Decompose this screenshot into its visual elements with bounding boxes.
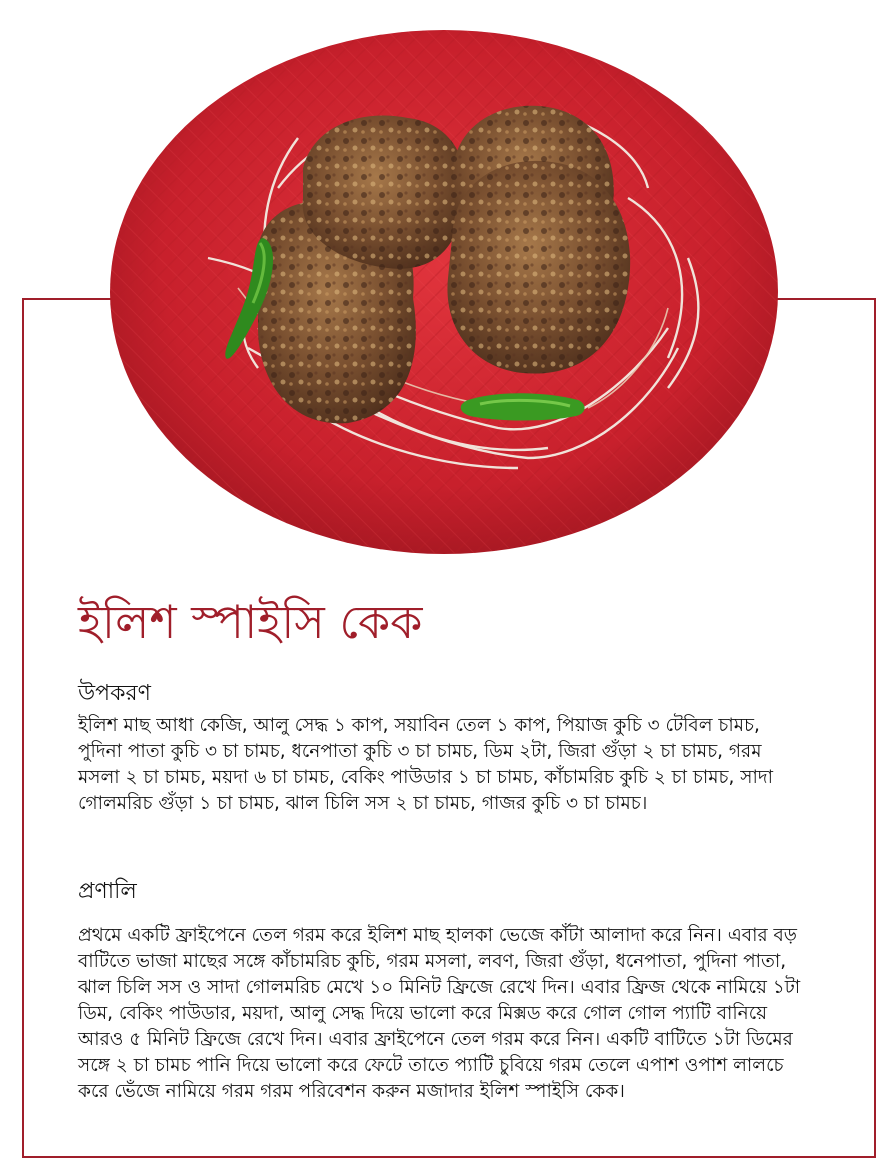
ingredients-text: ইলিশ মাছ আধা কেজি, আলু সেদ্ধ ১ কাপ, সয়াবিন তেল ১ কাপ, পিয়াজ কুচি ৩ টেবিল চামচ, পুদিনা পাতা কুচি ৩ চা চামচ, ধনেপাতা কুচি ৩ চা চামচ, ডিম ২টা, জিরা গুঁড়া ২ চা চামচ, গরম মসলা ২ চা চামচ, ময়দা ৬ চা চামচ, বেকিং পাউডার ১ চা চামচ, কাঁচামরিচ কুচি ২ চা চামচ, সাদা গোলমরিচ গুঁড়া ১ চা চামচ, ঝাল চিলি সস ২ চা চামচ, গাজর কুচি ৩ চা চামচ। [78, 715, 773, 814]
ingredients-heading: উপকরণ [78, 681, 151, 706]
recipe-title: ইলিশ স্পাইসি কেক [78, 595, 423, 649]
dish-photo [108, 28, 780, 556]
method-text: প্রথমে একটি ফ্রাইপেনে তেল গরম করে ইলিশ মাছ হালকা ভেজে কাঁটা আলাদা করে নিন। এবার বড় বাটিতে ভাজা মাছের সঙ্গে কাঁচামরিচ কুচি, গরম মসলা, লবণ, জিরা গুঁড়া, ধনেপাতা, পুদিনা পাতা, ঝাল চিলি সস ও সাদা গোলমরিচ মেখে ১০ মিনিট ফ্রিজে রেখে দিন। এবার ফ্রিজ থেকে নামিয়ে ১টা ডিম, বেকিং পাউডার, ময়দা, আলু সেদ্ধ দিয়ে ভালো করে মিক্সড করে গোল গোল প্যাটি বানিয়ে আরও ৫ মিনিট ফ্রিজে রেখে দিন। এবার ফ্রাইপেনে তেল গরম করে নিন। একটি বাটিতে ১টা ডিমের সঙ্গে ২ চা চামচ পানি দিয়ে ভালো করে ফেটে তাতে প্যাটি চুবিয়ে গরম তেলে এপাশ ওপাশ লালচে করে ভেঁজে নামিয়ে গরম গরম পরিবেশন করুন মজাদার ইলিশ স্পাইসি কেক। [78, 925, 801, 1102]
method-heading: প্রণালি [78, 879, 137, 904]
